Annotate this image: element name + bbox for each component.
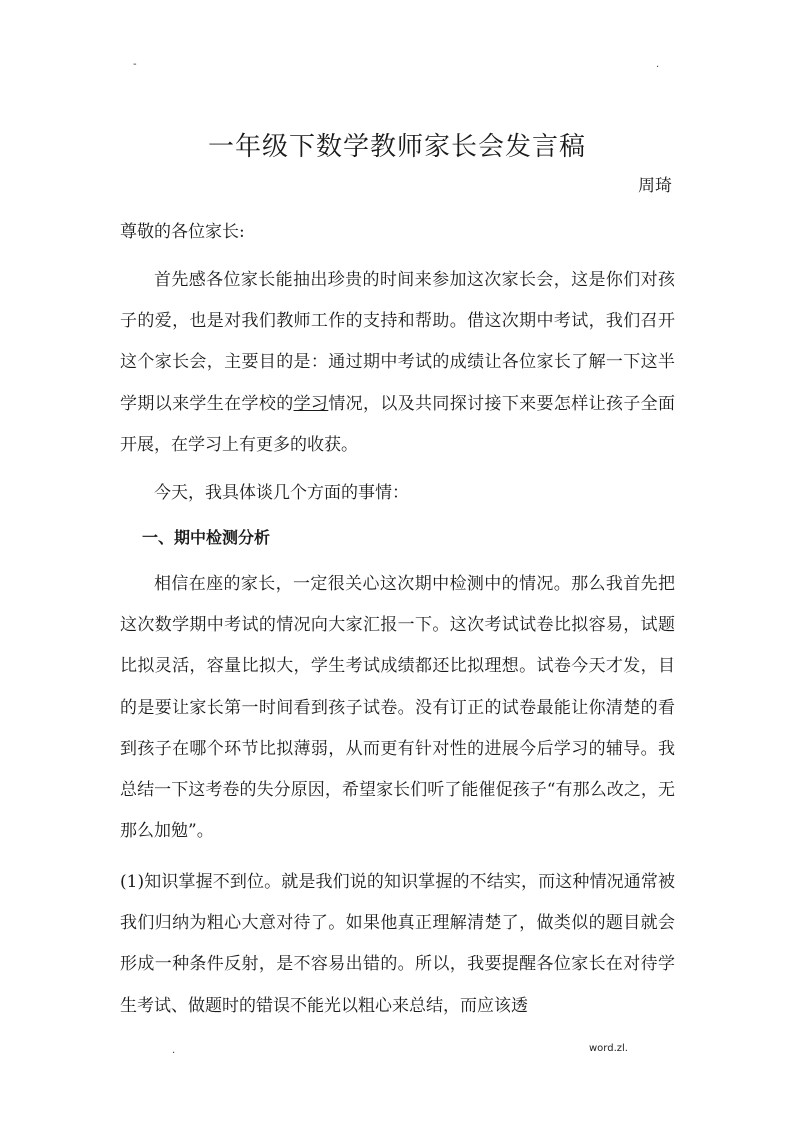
header-right-mark: . [656, 59, 660, 70]
midterm-analysis-paragraph: 相信在座的家长，一定很关心这次期中检测中的情况。那么我首先把这次数学期中考试的情况向大家汇报一下。这次考试试卷比拟容易，试题比拟灵活，容量比拟大，学生考试成绩都还比拟理想。试卷今天才发，目的是要让家长第一时间看到孩子试卷。没有订正的试卷最能让你清楚的看到孩子在哪个环节比拟薄弱，从而更有针对性的进展今后学习的辅导。我总结一下这考卷的失分原因，希望家长们听了能催促孩子“有那么改之，无那么加勉”。 [120, 574, 675, 842]
author-name: 周琦 [638, 176, 672, 196]
intro-paragraph [120, 260, 675, 466]
intro-text-start: 首先感各位家长能抽出珍贵的时间来参加这次家长会，这是你们对孩子的爱，也是对我们教师工作的支持和帮助。借这次期中考试，我们召开这个家长会，主要目的是：通过期中考试的成绩让各位家长了解一下这半学期以来学生在学校的 [120, 270, 675, 414]
footer-left-mark: . [172, 1045, 176, 1056]
today-paragraph: 今天，我具体谈几个方面的事情： [154, 483, 409, 503]
header-left-mark: - [133, 59, 137, 70]
footer-text: word.zl. [589, 1043, 628, 1054]
document-title: 一年级下数学教师家长会发言稿 [207, 132, 586, 163]
salutation: 尊敬的各位家长: [120, 222, 245, 242]
section-heading-midterm-analysis: 一、期中检测分析 [142, 528, 271, 547]
intro-text-end: 情况，以及共同探讨接下来要怎样让孩子全面开展，在学习上有更多的收获。 [120, 393, 676, 455]
point-1-paragraph: (1)知识掌握不到位。就是我们说的知识掌握的不结实，而这种情况通常被我们归纳为粗心大意对待了。如果他真正理解清楚了，做类似的题目就会形成一种条件反射，是不容易出错的。所以，我要提醒各位家长在对待学生考试、做题时的错误不能光以粗心来总结，而应该透 [120, 872, 675, 1016]
study-link[interactable]: 学习 [293, 393, 329, 414]
